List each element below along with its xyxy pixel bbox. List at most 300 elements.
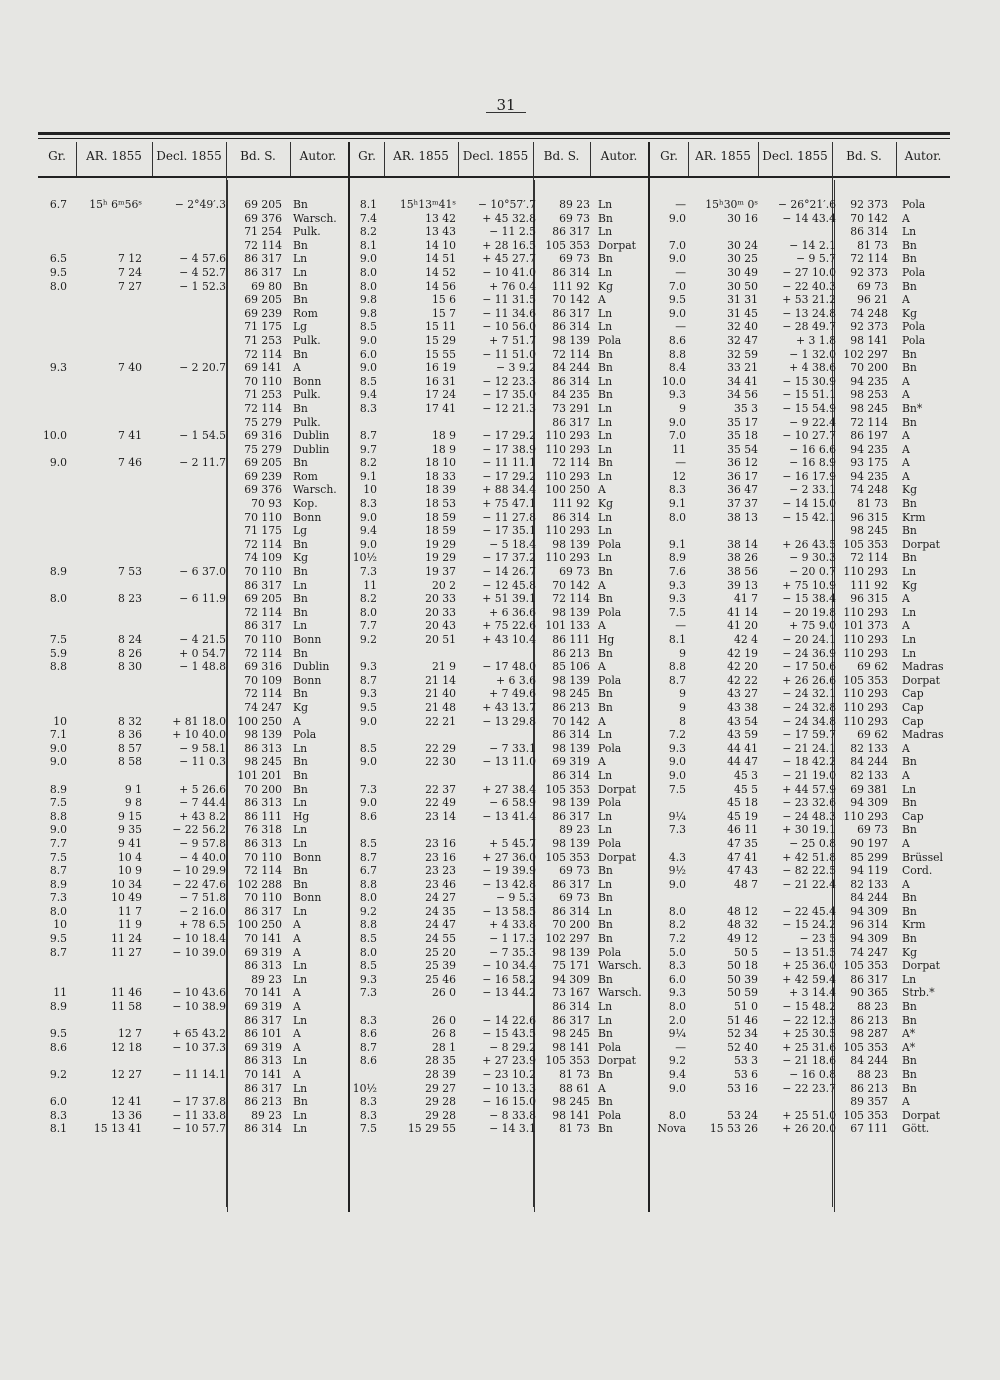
- cell-right-ascension: 11 24: [111, 932, 142, 946]
- cell-bd-zone: 70 110: [244, 633, 282, 646]
- cell-declination: − 4 40.0: [179, 850, 226, 864]
- cell-magnitude: Nova: [657, 1122, 686, 1136]
- cell-declination: − 14 43.4: [782, 211, 836, 225]
- cell-bd-zone: 105 353: [545, 1054, 590, 1068]
- header-divider: [76, 142, 77, 176]
- cell-bd-zone: 98 245: [552, 687, 590, 701]
- cell-magnitude: 9.3: [668, 388, 686, 402]
- table-row: [0, 1122, 1000, 1136]
- cell-right-ascension: 13 36: [111, 1108, 142, 1122]
- cell-author: Bn: [293, 238, 308, 252]
- cell-magnitude: 7.5: [668, 782, 686, 796]
- cell-magnitude: 9.1: [668, 497, 686, 511]
- cell-author: Bn: [293, 768, 308, 782]
- cell-right-ascension: 50 18: [727, 959, 758, 973]
- cell-right-ascension: 19 37: [425, 565, 456, 579]
- cell-author: Cap: [902, 714, 924, 728]
- cell-right-ascension: 29 28: [425, 1095, 456, 1109]
- cell-author: A: [902, 469, 910, 483]
- cell-right-ascension: 48 32: [727, 918, 758, 932]
- cell-bd-zone: 86 314: [552, 728, 590, 742]
- cell-declination: + 43 8.2: [179, 809, 226, 823]
- cell-bd-zone: 110 293: [545, 429, 590, 443]
- header-magnitude-2: Gr.: [358, 149, 376, 163]
- header-author-3: Autor.: [904, 149, 942, 163]
- cell-bd-zone: 84 244: [552, 361, 590, 375]
- cell-bd-zone: 110 293: [843, 646, 888, 660]
- cell-author: Ln: [902, 565, 917, 579]
- cell-author: Bn: [293, 293, 308, 307]
- cell-declination: − 25 0.8: [789, 836, 836, 850]
- cell-magnitude: 9.3: [668, 986, 686, 1000]
- cell-declination: − 13 11.0: [482, 755, 536, 769]
- cell-author: A: [598, 1081, 606, 1095]
- header-magnitude-1: Gr.: [48, 149, 66, 163]
- cell-author: Warsch.: [598, 959, 642, 973]
- table-row: [0, 742, 1000, 756]
- cell-bd-zone: 105 353: [843, 1040, 888, 1054]
- cell-author: Dorpat: [598, 782, 637, 796]
- cell-magnitude: 9.0: [359, 537, 377, 551]
- cell-bd-zone: 72 114: [244, 864, 282, 878]
- header-divider: [688, 142, 689, 176]
- cell-declination: − 12 21.3: [482, 401, 536, 415]
- table-row: [0, 361, 1000, 375]
- cell-magnitude: 7.3: [668, 823, 686, 837]
- cell-bd-zone: 86 314: [850, 225, 888, 239]
- cell-declination: − 24 32.8: [782, 700, 836, 714]
- table-row: [0, 334, 1000, 348]
- cell-author: Kg: [598, 497, 613, 511]
- cell-bd-zone: 98 141: [552, 1108, 590, 1122]
- cell-declination: − 22 23.7: [782, 1081, 836, 1095]
- cell-author: Bonn: [293, 850, 322, 864]
- cell-right-ascension: 22 49: [425, 796, 456, 810]
- cell-declination: − 9 5.3: [496, 891, 536, 905]
- table-row: [0, 293, 1000, 307]
- cell-right-ascension: 30 24: [727, 238, 758, 252]
- cell-author: A: [598, 578, 606, 592]
- table-row: [0, 483, 1000, 497]
- cell-author: Pola: [598, 1040, 622, 1054]
- cell-author: Bn: [598, 891, 613, 905]
- cell-declination: + 26 26.6: [782, 673, 836, 687]
- cell-bd-zone: 89 357: [850, 1095, 888, 1109]
- header-bd-zone-2: Bd. S.: [543, 149, 580, 163]
- cell-magnitude: 8.0: [668, 904, 686, 918]
- cell-author: Bonn: [293, 673, 322, 687]
- cell-magnitude: 10.0: [42, 429, 67, 443]
- cell-magnitude: 8.0: [49, 904, 67, 918]
- cell-author: Gött.: [902, 1122, 930, 1136]
- cell-right-ascension: 20 43: [425, 619, 456, 633]
- table-row: [0, 1095, 1000, 1109]
- cell-right-ascension: 14 56: [425, 279, 456, 293]
- cell-declination: − 17 50.6: [782, 660, 836, 674]
- cell-bd-zone: 110 293: [843, 714, 888, 728]
- cell-author: Pola: [598, 836, 622, 850]
- cell-author: Bn: [902, 361, 917, 375]
- cell-magnitude: 9: [679, 646, 686, 660]
- table-row: [0, 1054, 1000, 1068]
- cell-author: Dublin: [293, 442, 330, 456]
- cell-magnitude: 8.5: [359, 932, 377, 946]
- cell-bd-zone: 70 142: [552, 714, 590, 728]
- cell-author: Pulk.: [293, 225, 321, 239]
- table-row: [0, 511, 1000, 525]
- cell-right-ascension: 20 51: [425, 633, 456, 646]
- cell-author: Bn: [598, 646, 613, 660]
- cell-author: Ln: [293, 741, 308, 755]
- cell-right-ascension: 30 50: [727, 279, 758, 293]
- cell-magnitude: 7.4: [359, 211, 377, 225]
- cell-bd-zone: 88 23: [857, 1068, 888, 1081]
- cell-right-ascension: 44 41: [727, 741, 758, 755]
- cell-magnitude: 11: [363, 578, 377, 592]
- cell-bd-zone: 86 213: [850, 1081, 888, 1095]
- cell-bd-zone: 69 73: [559, 891, 590, 905]
- cell-magnitude: 9.1: [668, 537, 686, 551]
- cell-bd-zone: 69 73: [559, 252, 590, 266]
- cell-right-ascension: 41 7: [733, 592, 758, 606]
- cell-author: Ln: [293, 796, 308, 810]
- cell-magnitude: —: [675, 198, 686, 211]
- cell-author: A: [902, 1095, 910, 1109]
- cell-right-ascension: 8 23: [117, 592, 142, 606]
- cell-author: Kg: [598, 279, 613, 293]
- cell-author: A: [293, 986, 301, 1000]
- cell-author: Bn: [902, 524, 917, 538]
- table-row: [0, 973, 1000, 987]
- cell-right-ascension: 25 46: [425, 972, 456, 986]
- cell-right-ascension: 47 41: [727, 850, 758, 864]
- cell-bd-zone: 69 62: [857, 728, 888, 742]
- table-row: [0, 959, 1000, 973]
- cell-author: Bn: [902, 347, 917, 361]
- cell-magnitude: 9.0: [49, 741, 67, 755]
- cell-bd-zone: 110 293: [545, 442, 590, 456]
- cell-declination: + 75 47.1: [482, 497, 536, 511]
- cell-author: A: [598, 293, 606, 307]
- cell-bd-zone: 90 197: [850, 836, 888, 850]
- cell-bd-zone: 69 316: [244, 429, 282, 443]
- cell-magnitude: —: [675, 320, 686, 334]
- cell-right-ascension: 24 35: [425, 904, 456, 918]
- cell-author: Pulk.: [293, 415, 321, 429]
- cell-author: Pulk.: [293, 388, 321, 402]
- cell-bd-zone: 84 244: [850, 891, 888, 905]
- cell-right-ascension: 8 24: [117, 633, 142, 646]
- cell-magnitude: 8.2: [359, 225, 377, 239]
- cell-bd-zone: 102 288: [237, 877, 282, 891]
- cell-bd-zone: 98 141: [552, 1040, 590, 1054]
- cell-bd-zone: 86 213: [552, 700, 590, 714]
- cell-bd-zone: 86 111: [244, 809, 282, 823]
- cell-author: Bonn: [293, 374, 322, 388]
- cell-author: A: [598, 483, 606, 497]
- header-divider: [896, 142, 897, 176]
- cell-magnitude: 9.0: [668, 211, 686, 225]
- cell-author: Bn: [902, 823, 917, 837]
- cell-declination: − 23 5: [799, 932, 836, 946]
- cell-bd-zone: 98 139: [552, 333, 590, 347]
- cell-bd-zone: 73 167: [552, 986, 590, 1000]
- cell-bd-zone: 86 317: [244, 619, 282, 633]
- table-row: [0, 701, 1000, 715]
- cell-declination: − 4 21.5: [179, 633, 226, 646]
- cell-declination: − 10 43.6: [172, 986, 226, 1000]
- table-row: [0, 674, 1000, 688]
- cell-declination: + 26 43.5: [782, 537, 836, 551]
- cell-declination: − 4 57.6: [179, 252, 226, 266]
- cell-author: Pola: [902, 333, 926, 347]
- cell-declination: + 43 13.7: [482, 700, 536, 714]
- cell-author: Dorpat: [598, 238, 637, 252]
- cell-magnitude: 9.3: [49, 361, 67, 375]
- cell-declination: + 25 30.5: [782, 1027, 836, 1041]
- cell-author: Bn: [293, 877, 308, 891]
- cell-right-ascension: 30 16: [727, 211, 758, 225]
- cell-author: Cap: [902, 700, 924, 714]
- cell-magnitude: 7.3: [359, 782, 377, 796]
- cell-right-ascension: 49 12: [727, 932, 758, 946]
- cell-magnitude: —: [675, 619, 686, 633]
- cell-bd-zone: 86 213: [552, 646, 590, 660]
- cell-right-ascension: 11 7: [117, 904, 142, 918]
- cell-declination: + 75 9.0: [789, 619, 836, 633]
- cell-bd-zone: 69 376: [244, 211, 282, 225]
- cell-author: Bn: [902, 252, 917, 266]
- cell-right-ascension: 14 10: [425, 238, 456, 252]
- cell-right-ascension: 53 16: [727, 1081, 758, 1095]
- cell-author: A: [902, 429, 910, 443]
- table-row: [0, 715, 1000, 729]
- cell-magnitude: 9.4: [359, 388, 377, 402]
- cell-right-ascension: 25 39: [425, 959, 456, 973]
- table-row: [0, 660, 1000, 674]
- cell-declination: − 28 49.7: [782, 320, 836, 334]
- cell-right-ascension: 43 27: [727, 687, 758, 701]
- cell-magnitude: 9.5: [49, 265, 67, 279]
- cell-right-ascension: 11 27: [111, 945, 142, 959]
- cell-right-ascension: 35 17: [727, 415, 758, 429]
- cell-right-ascension: 39 13: [727, 578, 758, 592]
- cell-right-ascension: 34 56: [727, 388, 758, 402]
- header-declination-1: Decl. 1855: [156, 149, 222, 163]
- cell-declination: + 51 39.1: [482, 592, 536, 606]
- cell-declination: − 17 38.9: [482, 442, 536, 456]
- cell-right-ascension: 24 27: [425, 891, 456, 905]
- cell-author: Ln: [598, 306, 613, 320]
- cell-bd-zone: 98 245: [244, 755, 282, 769]
- cell-author: Bn: [902, 891, 917, 905]
- cell-bd-zone: 72 114: [244, 401, 282, 415]
- header-rule: [38, 176, 950, 178]
- cell-author: A: [293, 932, 301, 946]
- cell-author: A: [293, 945, 301, 959]
- cell-author: Ln: [598, 415, 613, 429]
- cell-right-ascension: 45 5: [733, 782, 758, 796]
- cell-bd-zone: 69 381: [850, 782, 888, 796]
- cell-right-ascension: 26 8: [431, 1027, 456, 1041]
- cell-magnitude: 9.2: [668, 1054, 686, 1068]
- cell-right-ascension: 13 43: [425, 225, 456, 239]
- cell-bd-zone: 86 314: [552, 320, 590, 334]
- cell-bd-zone: 71 253: [244, 333, 282, 347]
- cell-right-ascension: 44 47: [727, 755, 758, 769]
- cell-bd-zone: 110 293: [545, 551, 590, 565]
- cell-magnitude: 8.9: [49, 877, 67, 891]
- cell-bd-zone: 69 73: [857, 279, 888, 293]
- cell-right-ascension: 15ʰ 6ᵐ56ˢ: [89, 198, 142, 211]
- cell-author: Kop.: [293, 497, 318, 511]
- cell-author: A: [598, 660, 606, 674]
- cell-bd-zone: 86 314: [552, 904, 590, 918]
- table-row: [0, 348, 1000, 362]
- cell-magnitude: 5.0: [668, 945, 686, 959]
- table-row: [0, 823, 1000, 837]
- cell-bd-zone: 86 317: [552, 415, 590, 429]
- cell-author: Dorpat: [902, 537, 941, 551]
- cell-bd-zone: 86 213: [244, 1095, 282, 1109]
- cell-right-ascension: 41 14: [727, 605, 758, 619]
- cell-right-ascension: 38 13: [727, 510, 758, 524]
- cell-right-ascension: 15ʰ13ᵐ41ˢ: [399, 198, 456, 211]
- cell-bd-zone: 92 373: [850, 265, 888, 279]
- cell-magnitude: 9.2: [359, 633, 377, 646]
- cell-magnitude: 7.2: [668, 728, 686, 742]
- table-row: [0, 905, 1000, 919]
- cell-magnitude: 9.0: [668, 755, 686, 769]
- cell-bd-zone: 98 245: [850, 524, 888, 538]
- cell-bd-zone: 86 313: [244, 836, 282, 850]
- cell-right-ascension: 24 47: [425, 918, 456, 932]
- cell-bd-zone: 111 92: [552, 279, 590, 293]
- cell-bd-zone: 72 114: [552, 592, 590, 606]
- cell-magnitude: 8.0: [359, 279, 377, 293]
- cell-magnitude: 7.1: [49, 728, 67, 742]
- cell-right-ascension: 31 45: [727, 306, 758, 320]
- cell-magnitude: 7.3: [359, 565, 377, 579]
- cell-author: Brüssel: [902, 850, 943, 864]
- cell-declination: − 13 58.5: [482, 904, 536, 918]
- cell-bd-zone: 94 309: [850, 796, 888, 810]
- cell-magnitude: 10½: [352, 1081, 377, 1095]
- table-row: [0, 891, 1000, 905]
- cell-author: Kg: [902, 483, 917, 497]
- cell-declination: − 21 19.0: [782, 768, 836, 782]
- cell-bd-zone: 89 23: [559, 823, 590, 837]
- cell-magnitude: 9.8: [359, 306, 377, 320]
- cell-declination: − 14 22.6: [482, 1013, 536, 1027]
- cell-magnitude: 8.7: [359, 429, 377, 443]
- cell-magnitude: 9: [679, 401, 686, 415]
- cell-author: Bn: [902, 904, 917, 918]
- table-row: [0, 416, 1000, 430]
- cell-author: Warsch.: [598, 986, 642, 1000]
- cell-bd-zone: 82 133: [850, 768, 888, 782]
- cell-right-ascension: 11 46: [111, 986, 142, 1000]
- cell-magnitude: 10: [53, 714, 67, 728]
- cell-magnitude: 4.3: [668, 850, 686, 864]
- cell-declination: − 22 12.3: [782, 1013, 836, 1027]
- cell-author: Bn: [902, 1068, 917, 1081]
- cell-magnitude: 10: [363, 483, 377, 497]
- table-row: [0, 647, 1000, 661]
- cell-bd-zone: 86 314: [244, 1122, 282, 1136]
- cell-author: Pola: [902, 198, 926, 211]
- cell-author: Ln: [598, 904, 613, 918]
- cell-bd-zone: 75 279: [244, 442, 282, 456]
- cell-declination: + 6 36.6: [489, 605, 536, 619]
- cell-declination: + 4 38.6: [789, 361, 836, 375]
- cell-bd-zone: 86 313: [244, 959, 282, 973]
- cell-declination: − 22 56.2: [172, 823, 226, 837]
- cell-right-ascension: 18 39: [425, 483, 456, 497]
- cell-bd-zone: 89 23: [559, 198, 590, 211]
- cell-declination: + 5 26.6: [179, 782, 226, 796]
- table-row: [0, 1041, 1000, 1055]
- cell-magnitude: 9.0: [668, 1081, 686, 1095]
- cell-declination: − 11 27.8: [482, 510, 536, 524]
- cell-bd-zone: 98 245: [552, 1027, 590, 1041]
- cell-declination: − 24 48.3: [782, 809, 836, 823]
- cell-bd-zone: 105 353: [843, 1108, 888, 1122]
- cell-right-ascension: 42 19: [727, 646, 758, 660]
- header-divider: [458, 142, 459, 176]
- cell-declination: − 10 37.3: [172, 1040, 226, 1054]
- cell-right-ascension: 35 54: [727, 442, 758, 456]
- cell-bd-zone: 72 114: [244, 238, 282, 252]
- cell-right-ascension: 53 6: [733, 1068, 758, 1081]
- cell-author: Ln: [598, 877, 613, 891]
- table-row: [0, 551, 1000, 565]
- cell-author: Bn: [598, 361, 613, 375]
- cell-author: Bn*: [902, 401, 923, 415]
- cell-author: Ln: [598, 768, 613, 782]
- cell-declination: − 1 48.8: [179, 660, 226, 674]
- cell-right-ascension: 33 21: [727, 361, 758, 375]
- cell-magnitude: 8.9: [49, 782, 67, 796]
- cell-magnitude: 9.3: [668, 741, 686, 755]
- cell-bd-zone: 94 309: [850, 904, 888, 918]
- cell-bd-zone: 110 293: [843, 633, 888, 646]
- cell-declination: − 21 22.4: [782, 877, 836, 891]
- cell-author: Pola: [598, 673, 622, 687]
- cell-bd-zone: 86 314: [552, 768, 590, 782]
- cell-author: Bn: [293, 782, 308, 796]
- cell-bd-zone: 98 139: [552, 605, 590, 619]
- cell-author: Ln: [293, 823, 308, 837]
- table-row: [0, 633, 1000, 647]
- cell-author: Bn: [598, 388, 613, 402]
- cell-right-ascension: 52 34: [727, 1027, 758, 1041]
- cell-declination: − 10 29.9: [172, 864, 226, 878]
- cell-declination: − 18 42.2: [782, 755, 836, 769]
- cell-bd-zone: 86 197: [850, 429, 888, 443]
- cell-magnitude: 9: [679, 687, 686, 701]
- cell-magnitude: 9.0: [668, 768, 686, 782]
- cell-right-ascension: 21 14: [425, 673, 456, 687]
- cell-declination: − 14 3.1: [489, 1122, 536, 1136]
- table-row: [0, 280, 1000, 294]
- cell-magnitude: 12: [672, 469, 686, 483]
- table-row: [0, 1000, 1000, 1014]
- cell-magnitude: 7.5: [668, 605, 686, 619]
- cell-bd-zone: 72 114: [244, 347, 282, 361]
- cell-bd-zone: 89 23: [251, 972, 282, 986]
- cell-declination: − 11 2.5: [489, 225, 536, 239]
